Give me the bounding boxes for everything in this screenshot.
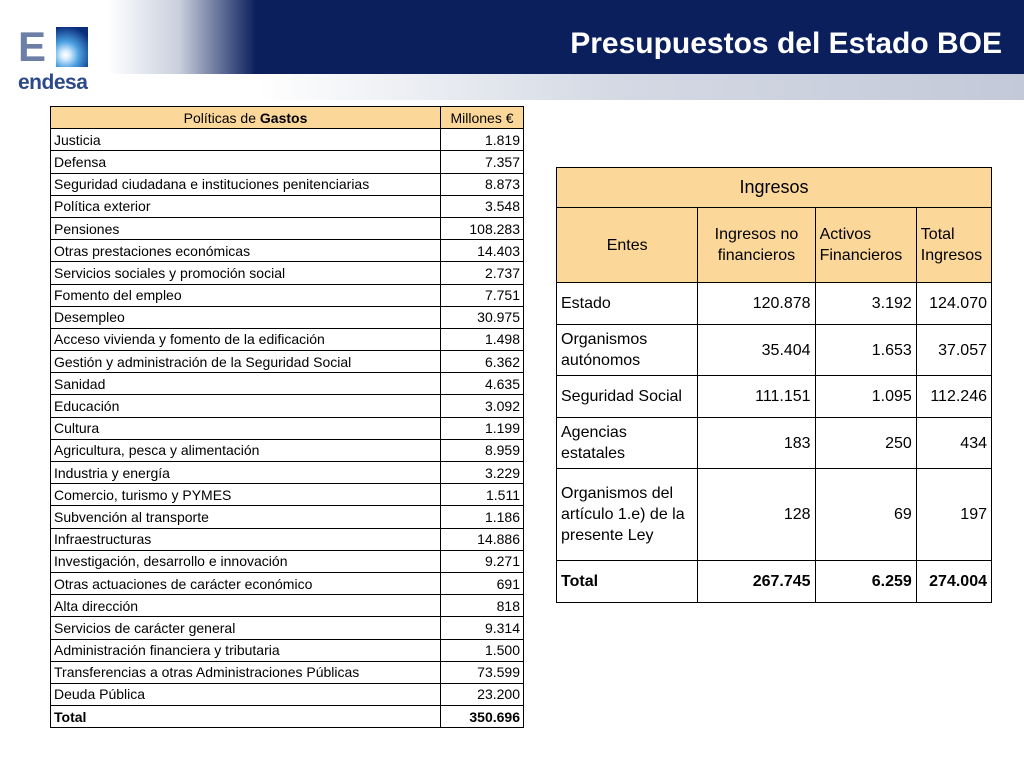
ingresos-row-total: 124.070 (916, 283, 991, 325)
table-row (51, 617, 524, 639)
logo-burst-icon (56, 27, 88, 67)
table-row (51, 395, 524, 417)
gastos-row-label: Alta dirección (51, 595, 441, 617)
gastos-row-label: Desempleo (51, 306, 441, 328)
table-row (51, 484, 524, 506)
gastos-row-label: Servicios sociales y promoción social (51, 262, 441, 284)
gastos-row-label: Deuda Pública (51, 683, 441, 705)
gastos-row-value: 30.975 (441, 306, 524, 328)
gastos-row-label: Transferencias a otras Administraciones Públicas (51, 661, 441, 683)
gastos-row-value: 3.548 (441, 195, 524, 217)
gastos-row-label: Política exterior (51, 195, 441, 217)
gastos-row-label: Infraestructuras (51, 528, 441, 550)
table-row (51, 217, 524, 239)
table-row (51, 151, 524, 173)
gastos-row-label: Acceso vivienda y fomento de la edificación (51, 328, 441, 350)
table-row (51, 328, 524, 350)
table-row (51, 306, 524, 328)
gastos-row-value: 7.751 (441, 284, 524, 306)
ingresos-row-ente: Organismos autónomos (557, 325, 698, 376)
ingresos-row-no-financieros: 183 (698, 418, 815, 469)
col-header-total-ingresos: Total Ingresos (916, 208, 991, 283)
gastos-total-label: Total (51, 706, 441, 728)
ingresos-row-ente: Organismos del artículo 1.e) de la presente Ley (557, 469, 698, 561)
ingresos-row-no-financieros: 35.404 (698, 325, 815, 376)
gastos-header-row (51, 107, 524, 129)
gastos-row-label: Educación (51, 395, 441, 417)
table-row (51, 417, 524, 439)
gastos-row-value: 23.200 (441, 683, 524, 705)
gastos-row-value: 8.959 (441, 439, 524, 461)
ingresos-row-activos: 69 (815, 469, 916, 561)
ingresos-total-total: 274.004 (916, 561, 991, 603)
gastos-row-label: Investigación, desarrollo e innovación (51, 550, 441, 572)
table-row (51, 373, 524, 395)
gastos-row-label: Sanidad (51, 373, 441, 395)
ingresos-row-activos: 250 (815, 418, 916, 469)
header-band (0, 71, 1024, 100)
ingresos-row-no-financieros: 111.151 (698, 376, 815, 418)
gastos-header-label (51, 107, 441, 129)
gastos-row-label: Otras prestaciones económicas (51, 240, 441, 262)
endesa-logo (14, 22, 104, 96)
gastos-row-value: 3.092 (441, 395, 524, 417)
ingresos-row-no-financieros: 120.878 (698, 283, 815, 325)
table-row (51, 528, 524, 550)
gastos-row-label: Subvención al transporte (51, 506, 441, 528)
gastos-row-value: 9.271 (441, 550, 524, 572)
logo-letter: E (18, 23, 47, 70)
gastos-row-label: Servicios de carácter general (51, 617, 441, 639)
table-row (51, 550, 524, 572)
gastos-row-label: Agricultura, pesca y alimentación (51, 439, 441, 461)
ingresos-row-ente: Estado (557, 283, 698, 325)
table-row (557, 418, 992, 469)
table-row (557, 469, 992, 561)
gastos-row-label: Administración financiera y tributaria (51, 639, 441, 661)
ingresos-row-total: 434 (916, 418, 991, 469)
gastos-row-label: Seguridad ciudadana e instituciones penitenciarias (51, 173, 441, 195)
gastos-row-label: Justicia (51, 129, 441, 151)
table-row (51, 284, 524, 306)
gastos-total-value: 350.696 (441, 706, 524, 728)
table-row (51, 506, 524, 528)
gastos-row-label: Gestión y administración de la Seguridad Social (51, 351, 441, 373)
table-row (51, 439, 524, 461)
gastos-header-value: Millones € (441, 107, 524, 129)
gastos-row-value: 1.498 (441, 328, 524, 350)
gastos-row-value: 6.362 (441, 351, 524, 373)
table-row (51, 195, 524, 217)
ingresos-row-total: 112.246 (916, 376, 991, 418)
ingresos-row-ente: Agencias estatales (557, 418, 698, 469)
table-row (51, 661, 524, 683)
gastos-row-value: 3.229 (441, 462, 524, 484)
gastos-row-value: 8.873 (441, 173, 524, 195)
ingresos-total-row (557, 561, 992, 603)
col-header-ingresos-no-financieros: Ingresos no financieros (698, 208, 815, 283)
ingresos-row-activos: 1.095 (815, 376, 916, 418)
gastos-row-label: Pensiones (51, 217, 441, 239)
table-row (557, 376, 992, 418)
gastos-row-label: Defensa (51, 151, 441, 173)
gastos-row-label: Comercio, turismo y PYMES (51, 484, 441, 506)
ingresos-row-activos: 1.653 (815, 325, 916, 376)
gastos-row-value: 108.283 (441, 217, 524, 239)
gastos-row-label: Fomento del empleo (51, 284, 441, 306)
table-row (51, 173, 524, 195)
ingresos-row-ente: Seguridad Social (557, 376, 698, 418)
gastos-row-value: 14.886 (441, 528, 524, 550)
gastos-row-value: 1.186 (441, 506, 524, 528)
ingresos-row-no-financieros: 128 (698, 469, 815, 561)
gastos-row-label: Industria y energía (51, 462, 441, 484)
ingresos-total-activos: 6.259 (815, 561, 916, 603)
gastos-row-value: 1.199 (441, 417, 524, 439)
ingresos-column-header-row (557, 208, 992, 283)
gastos-row-value: 818 (441, 595, 524, 617)
logo-text: endesa (18, 71, 88, 94)
table-row (51, 129, 524, 151)
gastos-header-bold: Gastos (259, 109, 308, 126)
page-title: Presupuestos del Estado BOE (570, 27, 1002, 60)
table-row (51, 595, 524, 617)
gastos-table (50, 106, 524, 728)
gastos-row-label: Cultura (51, 417, 441, 439)
gastos-row-value: 2.737 (441, 262, 524, 284)
gastos-row-value: 14.403 (441, 240, 524, 262)
gastos-row-value: 7.357 (441, 151, 524, 173)
table-row (51, 240, 524, 262)
table-row (51, 462, 524, 484)
gastos-row-value: 1.819 (441, 129, 524, 151)
ingresos-row-total: 197 (916, 469, 991, 561)
gastos-row-value: 9.314 (441, 617, 524, 639)
gastos-row-value: 1.511 (441, 484, 524, 506)
col-header-entes: Entes (557, 208, 698, 283)
gastos-header-prefix: Políticas de (183, 109, 260, 126)
ingresos-total-no-financieros: 267.745 (698, 561, 815, 603)
table-row (51, 572, 524, 594)
table-row (51, 639, 524, 661)
gastos-row-label: Otras actuaciones de carácter económico (51, 572, 441, 594)
ingresos-row-total: 37.057 (916, 325, 991, 376)
gastos-row-value: 4.635 (441, 373, 524, 395)
ingresos-title-row (557, 168, 992, 208)
table-row (51, 262, 524, 284)
gastos-row-value: 691 (441, 572, 524, 594)
ingresos-title: Ingresos (557, 168, 992, 208)
ingresos-total-label: Total (557, 561, 698, 603)
ingresos-row-activos: 3.192 (815, 283, 916, 325)
gastos-total-row (51, 706, 524, 728)
table-row (557, 283, 992, 325)
col-header-activos-financieros: Activos Financieros (815, 208, 916, 283)
table-row (51, 351, 524, 373)
gastos-row-value: 1.500 (441, 639, 524, 661)
table-row (557, 325, 992, 376)
ingresos-table (556, 167, 992, 603)
table-row (51, 683, 524, 705)
gastos-row-value: 73.599 (441, 661, 524, 683)
